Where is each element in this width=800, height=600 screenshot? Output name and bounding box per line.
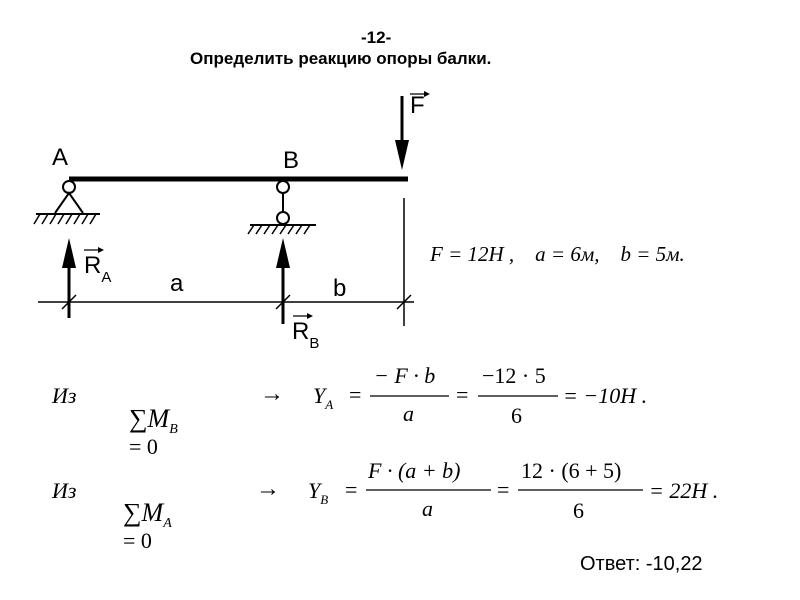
- answer-text: Ответ: -10,22: [580, 553, 703, 575]
- span-b-label: b: [333, 275, 347, 302]
- eq2-frac2-num: 12 · (6 + 5): [521, 458, 622, 483]
- support-b-label: B: [283, 147, 300, 174]
- force-label: F: [410, 92, 425, 119]
- eq1-prefix: Из: [52, 383, 77, 408]
- eq1-frac1-den: a: [403, 401, 414, 426]
- support-a: [34, 181, 100, 224]
- eq1-frac2-num: −12 · 5: [482, 363, 546, 388]
- eq2-arrow: →: [256, 476, 280, 502]
- eq2-result: = 22H .: [649, 478, 719, 503]
- reaction-b-label: $R_B$: [292, 318, 320, 352]
- span-a-label: a: [170, 270, 184, 297]
- page-number: -12-: [361, 28, 392, 47]
- eq1-moment: $\sum M_B$ = 0: [129, 404, 178, 459]
- eq1-lhs: $Y_A$: [313, 383, 334, 412]
- vector-overlines: [84, 91, 430, 319]
- eq2-equals-2: =: [497, 477, 510, 502]
- eq1-frac2-den: 6: [511, 403, 522, 428]
- eq2-frac2-den: 6: [573, 498, 584, 523]
- eq2-lhs: $Y_B$: [308, 478, 329, 507]
- eq2-moment: $\sum M_A$ = 0: [123, 498, 172, 553]
- support-a-label: A: [52, 144, 69, 171]
- eq1-equals: =: [349, 382, 362, 407]
- force-arrow: [395, 96, 409, 170]
- reaction-a-label: $R_A$: [84, 252, 112, 286]
- eq1-frac1-num: − F · b: [374, 363, 436, 388]
- given-values: F = 12H , a = 6м, b = 5м.: [430, 242, 685, 266]
- eq2-frac1-den: a: [422, 496, 433, 521]
- eq2-prefix: Из: [52, 478, 77, 503]
- reaction-b-arrow: [276, 238, 290, 324]
- task-title: Определить реакцию опоры балки.: [190, 49, 492, 68]
- eq1-equals-2: =: [456, 382, 469, 407]
- eq2-equals: =: [345, 477, 358, 502]
- eq2-frac1-num: F · (a + b): [368, 458, 461, 483]
- support-b: [248, 181, 316, 234]
- eq1-arrow: →: [260, 381, 284, 407]
- eq1-result: = −10H .: [563, 383, 648, 408]
